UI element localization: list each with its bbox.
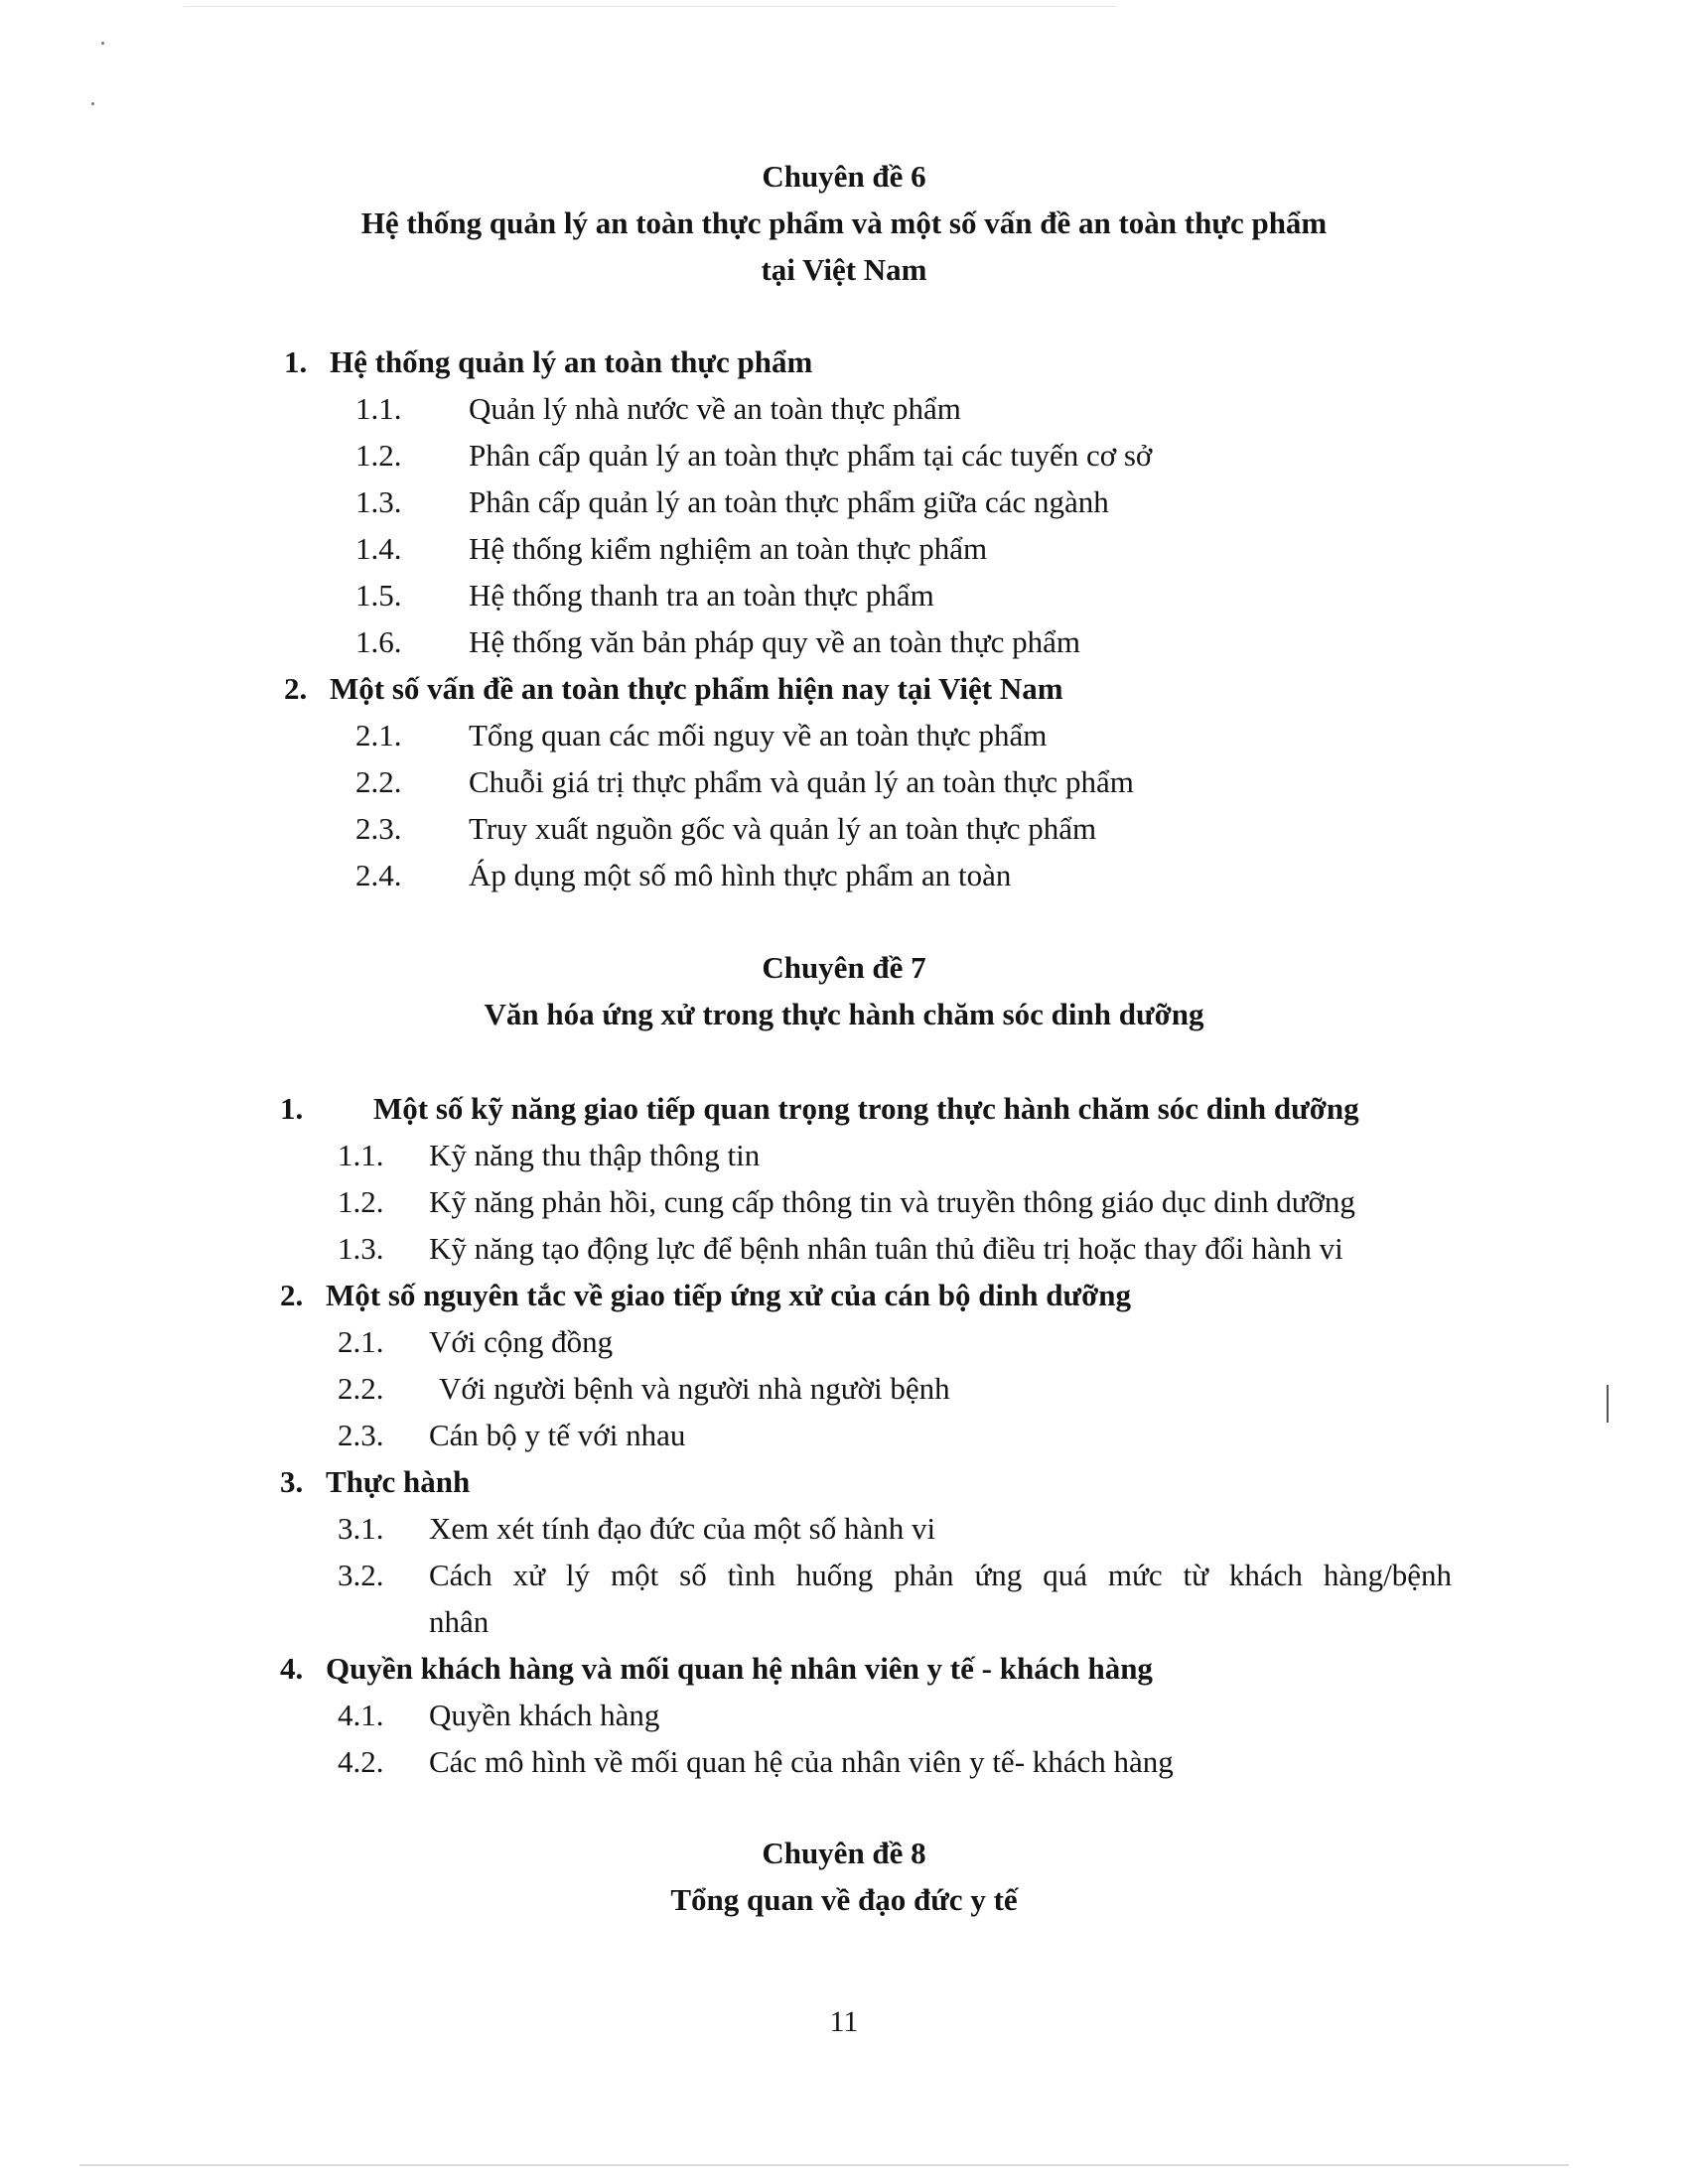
item-number: 1.4.: [355, 531, 402, 566]
item-text: Kỹ năng tạo động lực để bệnh nhân tuân thủ điều trị hoặc thay đổi hành vi: [429, 1231, 1343, 1266]
scan-artifact-mark: [1607, 1385, 1609, 1423]
item-text: Kỹ năng thu thập thông tin: [429, 1138, 761, 1172]
page-number: 11: [829, 2005, 859, 2038]
item-number: 1.6.: [355, 624, 402, 659]
item-number: 2.1.: [338, 1324, 384, 1359]
item-number: 2.4.: [355, 858, 402, 892]
item-number: 1.2.: [338, 1184, 384, 1219]
item-number: 1.1.: [338, 1138, 384, 1172]
item-number: 1.2.: [355, 438, 402, 473]
group-label: Quyền khách hàng và mối quan hệ nhân viên y tế - khách hàng: [326, 1651, 1153, 1686]
item-number: 3.1.: [338, 1511, 384, 1546]
group-number: 4.: [280, 1651, 304, 1686]
item-number: 2.2.: [338, 1371, 384, 1406]
group-number: 1.: [284, 344, 308, 379]
item-number: 4.2.: [338, 1744, 384, 1779]
item-text-justified: Cách xử lý một số tình huống phản ứng quá mức từ khách hàng/bệnh: [429, 1558, 1452, 1592]
group-number: 1.: [280, 1091, 304, 1126]
group-label: Thực hành: [326, 1464, 471, 1499]
item-number: 1.3.: [338, 1231, 384, 1266]
item-number: 1.5.: [355, 578, 402, 613]
chuyen-de-8-title: Tổng quan về đạo đức y tế: [670, 1882, 1018, 1917]
item-number: 1.1.: [355, 391, 402, 426]
item-number: 2.3.: [355, 811, 402, 846]
item-text: Xem xét tính đạo đức của một số hành vi: [429, 1511, 936, 1546]
chuyen-de-7-heading: Chuyên đề 7: [762, 950, 926, 985]
group-number: 3.: [280, 1464, 304, 1499]
item-number: 2.3.: [338, 1418, 384, 1452]
item-text: Với người bệnh và người nhà người bệnh: [439, 1371, 950, 1406]
chuyen-de-8-heading: Chuyên đề 8: [762, 1836, 926, 1870]
item-text: Phân cấp quản lý an toàn thực phẩm tại các tuyến cơ sở: [469, 438, 1153, 473]
group-label: Một số kỹ năng giao tiếp quan trọng trong thực hành chăm sóc dinh dưỡng: [373, 1091, 1359, 1126]
item-text: Phân cấp quản lý an toàn thực phẩm giữa các ngành: [469, 484, 1109, 519]
group-number: 2.: [284, 671, 308, 706]
item-text: Các mô hình về mối quan hệ của nhân viên y tế- khách hàng: [429, 1744, 1174, 1779]
group-label: Hệ thống quản lý an toàn thực phẩm: [330, 344, 813, 379]
item-text: Chuỗi giá trị thực phẩm và quản lý an toàn thực phẩm: [469, 764, 1134, 799]
item-text: Truy xuất nguồn gốc và quản lý an toàn thực phẩm: [469, 811, 1097, 846]
scan-artifact-line: [184, 6, 1117, 7]
group-label: Một số nguyên tắc về giao tiếp ứng xử của cán bộ dinh dưỡng: [326, 1278, 1132, 1312]
chuyen-de-6-title-line1: Hệ thống quản lý an toàn thực phẩm và một số vấn đề an toàn thực phẩm: [360, 205, 1328, 240]
item-text: Quản lý nhà nước về an toàn thực phẩm: [469, 391, 961, 426]
item-text: Kỹ năng phản hồi, cung cấp thông tin và truyền thông giáo dục dinh dưỡng: [429, 1184, 1355, 1219]
scan-artifact-line: [79, 2164, 1569, 2166]
item-number: 4.1.: [338, 1698, 384, 1732]
item-number: 2.2.: [355, 764, 402, 799]
item-text-continuation: nhân: [429, 1604, 490, 1639]
chuyen-de-6-title-line2: tại Việt Nam: [761, 252, 927, 287]
group-number: 2.: [280, 1278, 304, 1312]
scan-speck: [101, 42, 104, 45]
item-number: 1.3.: [355, 484, 402, 519]
item-text: Áp dụng một số mô hình thực phẩm an toàn: [469, 858, 1012, 892]
item-text: Tổng quan các mối nguy về an toàn thực phẩm: [469, 718, 1048, 752]
chuyen-de-7-title: Văn hóa ứng xử trong thực hành chăm sóc dinh dưỡng: [484, 997, 1204, 1031]
item-text: Hệ thống thanh tra an toàn thực phẩm: [469, 578, 934, 613]
item-text: Với cộng đồng: [429, 1324, 614, 1359]
item-number: 3.2.: [338, 1558, 384, 1592]
item-text: Hệ thống kiểm nghiệm an toàn thực phẩm: [469, 531, 988, 566]
item-text: Cán bộ y tế với nhau: [429, 1418, 686, 1452]
item-number: 2.1.: [355, 718, 402, 752]
group-label: Một số vấn đề an toàn thực phẩm hiện nay tại Việt Nam: [330, 671, 1063, 706]
scan-speck: [91, 102, 94, 105]
item-text: Quyền khách hàng: [429, 1698, 660, 1732]
chuyen-de-6-heading: Chuyên đề 6: [762, 159, 926, 194]
item-text: Hệ thống văn bản pháp quy về an toàn thực phẩm: [469, 624, 1080, 659]
